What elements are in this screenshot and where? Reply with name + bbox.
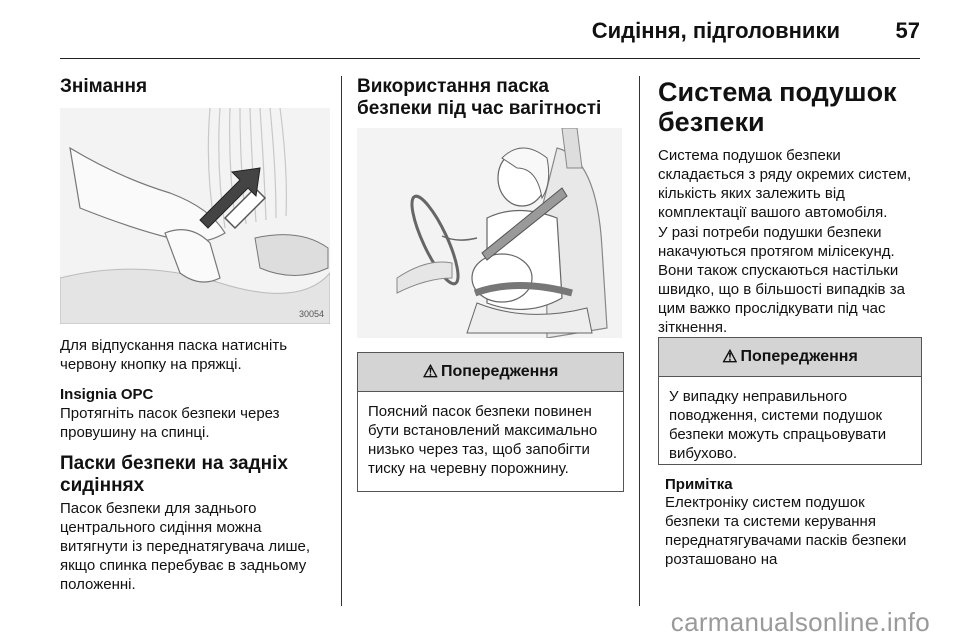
warning-title: Попередження [740, 348, 858, 365]
warning-box-pregnancy [357, 352, 624, 492]
paragraph-belt-guide: Протягніть пасок безпеки через провушину на спинці. [60, 405, 280, 441]
model-label: Insignia OPC [60, 386, 154, 403]
figure-id: 30054 [298, 309, 324, 319]
section-heading-airbag-system: Система подушок безпеки [658, 77, 897, 137]
warning-triangle-icon: ⚠ [422, 362, 438, 381]
warning-header [659, 338, 921, 377]
header-rule [60, 58, 920, 59]
watermark-text: carmanualsonline.info [670, 607, 930, 637]
warning-header [358, 353, 623, 392]
note-body: Електроніку систем подушок безпеки та системи керування переднатягувачами пасків безпеки розташовано на [665, 494, 907, 568]
page-header-title: Сидіння, підголовники [591, 18, 840, 43]
column-divider-2 [639, 76, 640, 606]
section-heading-rear-belts: Паски безпеки на задніх сидіннях [60, 453, 288, 496]
warning-triangle-icon: ⚠ [722, 347, 738, 366]
warning-text: У випадку неправильного поводження, системи подушок безпеки можуть спрацьовувати вибухово. [669, 388, 887, 462]
warning-text: Поясний пасок безпеки повинен бути встановлений максимально низько через таз, щоб запобігти тиску на черевну порожнину. [368, 403, 598, 477]
warning-box-airbag [658, 337, 922, 465]
section-heading-removal: Знімання [60, 76, 148, 97]
pregnant-driver-illustration [357, 128, 622, 338]
pregnancy-drawing [357, 128, 622, 338]
seatbelt-buckle-illustration [60, 108, 330, 324]
paragraph-airbag-deploy: У разі потреби подушки безпеки накачуються протягом мілісекунд. Вони також спускаються настільки швидко, що в більшості випадків за цим важко прослідкувати під час зіткнення. [658, 224, 905, 336]
warning-title: Попередження [440, 363, 559, 380]
paragraph-release-belt: Для відпускання паска натисніть червону кнопку на пряжці. [60, 337, 288, 373]
page-number: 57 [895, 18, 920, 43]
paragraph-airbag-intro: Система подушок безпеки складається з ряду окремих систем, кількість яких залежить від комплектації вашого автомобіля. [658, 147, 912, 221]
note-title: Примітка [665, 476, 733, 493]
column-divider-1 [341, 76, 342, 606]
section-heading-pregnancy: Використання паска безпеки під час вагітності [357, 76, 602, 119]
buckle-drawing [60, 108, 330, 324]
paragraph-rear-belt: Пасок безпеки для заднього центрального сидіння можна витягнути із переднатягувача лише, якщо спинка перебуває в задньому положенні. [60, 500, 311, 593]
